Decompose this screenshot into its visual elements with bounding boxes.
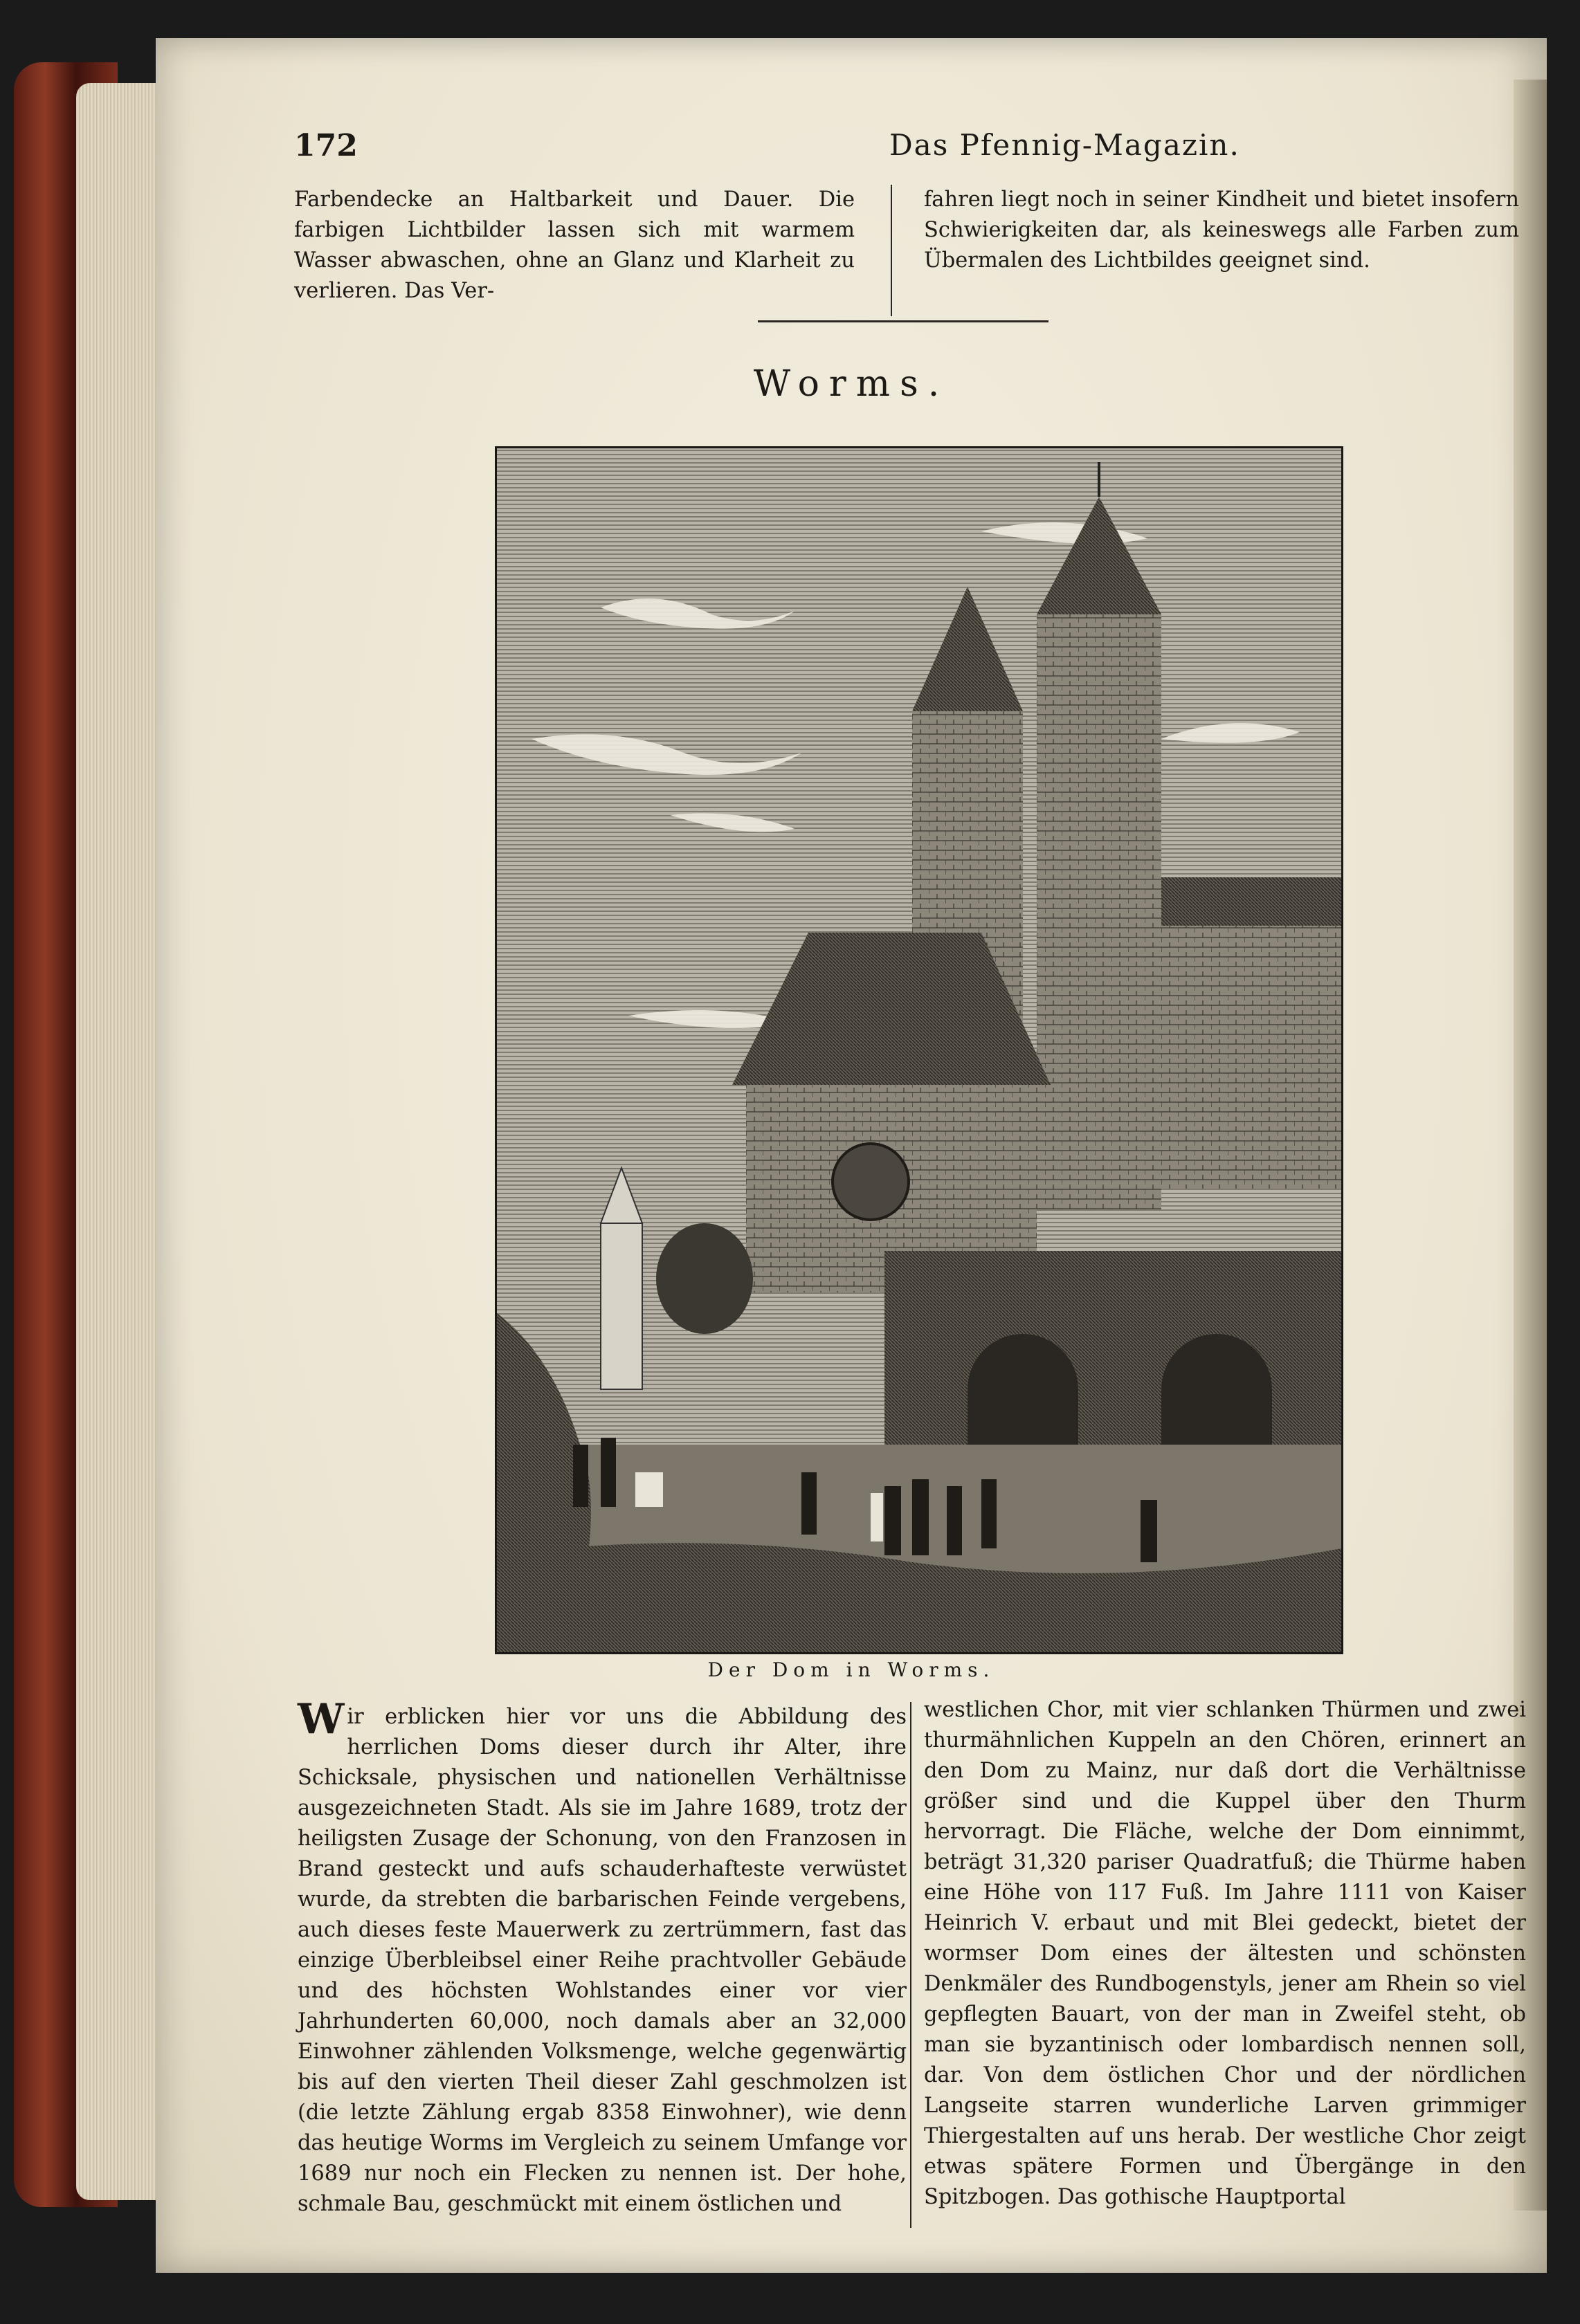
book-page [156,38,1547,2273]
drop-cap: W [298,1695,345,1744]
page-header [294,128,1401,176]
article-paragraph-left [298,1695,907,2220]
engraving-caption: Der Dom in Worms. [707,1658,995,1681]
article-text-left: ir erblicken hier vor uns die Abbildung des herrlichen Doms dieser durch ihr Alter, ihre Schicksale, physischen und nationellen Verhältnisse ausgezeichneten Stadt. Als sie im Jahre 1689, trotz der heiligsten Zusage der Schonung, von den Franzosen in Brand gesteckt und aufs schauderhafteste verwüstet wurde, da strebten die barbarischen Feinde vergebens, auch dieses feste Mauerwerk zu zertrümmern, fast das einzige Überbleibsel einer Reihe prachtvoller Gebäude und des höchsten Wohlstandes einer vor vier Jahrhunderten 60,000, noch damals aber an 32,000 Einwohner zählenden Volksmenge, welche gegenwärtig bis auf den vierten Theil dieser Zahl geschmolzen ist (die letzte Zählung ergab 8358 Einwohner), wie denn das heutige Worms im Vergleich zu seinem Umfange vor 1689 nur noch ein Flecken zu nennen ist. Der hohe, schmale Bau, geschmückt mit einem östlichen und [298,1705,907,2216]
top-left-paragraph: Farbendecke an Haltbarkeit und Dauer. Die farbigen Lichtbilder lassen sich mit warmem Wasser abwaschen, ohne an Glanz und Klarheit zu verlieren. Das Ver- [294,187,855,303]
engraving-image [497,448,1341,1652]
article-column-right [924,1695,1526,2213]
section-rule [758,320,1048,322]
top-right-paragraph: fahren liegt noch in seiner Kindheit und bietet insofern Schwierigkeiten dar, als keineswegs alle Farben zum Übermalen des Lichtbildes geeignet sind. [924,187,1519,273]
top-text-right [924,185,1519,276]
page-edges [76,83,166,2200]
article-text-right: westlichen Chor, mit vier schlanken Thürmen und zwei thurmähnlichen Kuppeln an den Chören, erinnert an den Dom zu Mainz, nur daß dort die Verhältnisse größer sind und die Kuppel über den Thurm hervorragt. Die Fläche, welche der Dom einnimmt, beträgt 31,320 pariser Quadratfuß; die Thürme haben eine Höhe von 117 Fuß. Im Jahre 1111 von Kaiser Heinrich V. erbaut und mit Blei gedeckt, bietet der wormser Dom eines der ältesten und schönsten Denkmäler des Rundbogenstyls, jener am Rhein so viel gepflegten Bauart, von der man in Zweifel steht, ob man sie byzantinisch oder lombardisch nennen soll, dar. Von dem östlichen Chor und der nördlichen Langseite starren wunderliche Larven grimmiger Thiergestalten auf uns herab. Der westliche Chor zeigt etwas spätere Formen und Übergänge in den Spitzbogen. Das gothische Hauptportal [924,1698,1526,2209]
column-divider-top [891,185,892,316]
page-number: 172 [294,128,358,163]
cathedral-engraving [495,446,1343,1654]
running-head: Das Pfennig-Magazin. [889,128,1240,162]
column-divider-body [910,1702,911,2228]
top-text-left [294,185,855,306]
article-column-left [298,1695,907,2220]
article-title: Worms. [753,363,950,405]
